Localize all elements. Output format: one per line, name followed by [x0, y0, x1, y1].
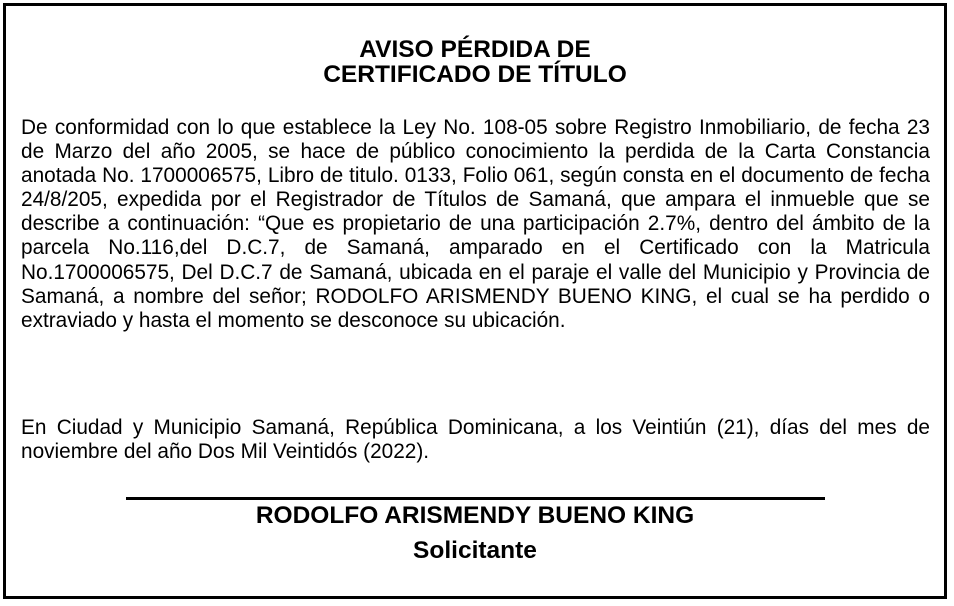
- signature-line: [126, 497, 825, 500]
- notice-title: [6, 37, 944, 87]
- title-line-1: AVISO PÉRDIDA DE: [359, 36, 591, 63]
- signer-name: RODOLFO ARISMENDY BUENO KING: [255, 502, 695, 529]
- notice-box: [3, 3, 947, 599]
- signer-role: Solicitante: [413, 537, 537, 564]
- notice-paragraph-date: En Ciudad y Municipio Samaná, República Dominicana, a los Veintiún (21), días del mes de noviembre del año Dos Mil Veintidós (2022).: [21, 416, 930, 464]
- title-line-2: CERTIFICADO DE TÍTULO: [323, 61, 627, 88]
- notice-paragraph-main: De conformidad con lo que establece la Ley No. 108-05 sobre Registro Inmobiliario, de fecha 23 de Marzo del año 2005, se hace de público conocimiento la perdida de la Carta Constancia anotada No. 1700006575, Libro de titulo. 0133, Folio 061, según consta en el documento de fecha 24/8/205, expedida por el Registrador de Títulos de Samaná, que ampara el inmueble que se describe a continuación: “Que es propietario de una participación 2.7%, dentro del ámbito de la parcela No.116,del D.C.7, de Samaná, amparado en el Certificado con la Matricula No.1700006575, Del D.C.7 de Samaná, ubicada en el paraje el valle del Municipio y Provincia de Samaná, a nombre del señor; RODOLFO ARISMENDY BUENO KING, el cual se ha perdido o extraviado y hasta el momento se desconoce su ubicación.: [21, 116, 930, 332]
